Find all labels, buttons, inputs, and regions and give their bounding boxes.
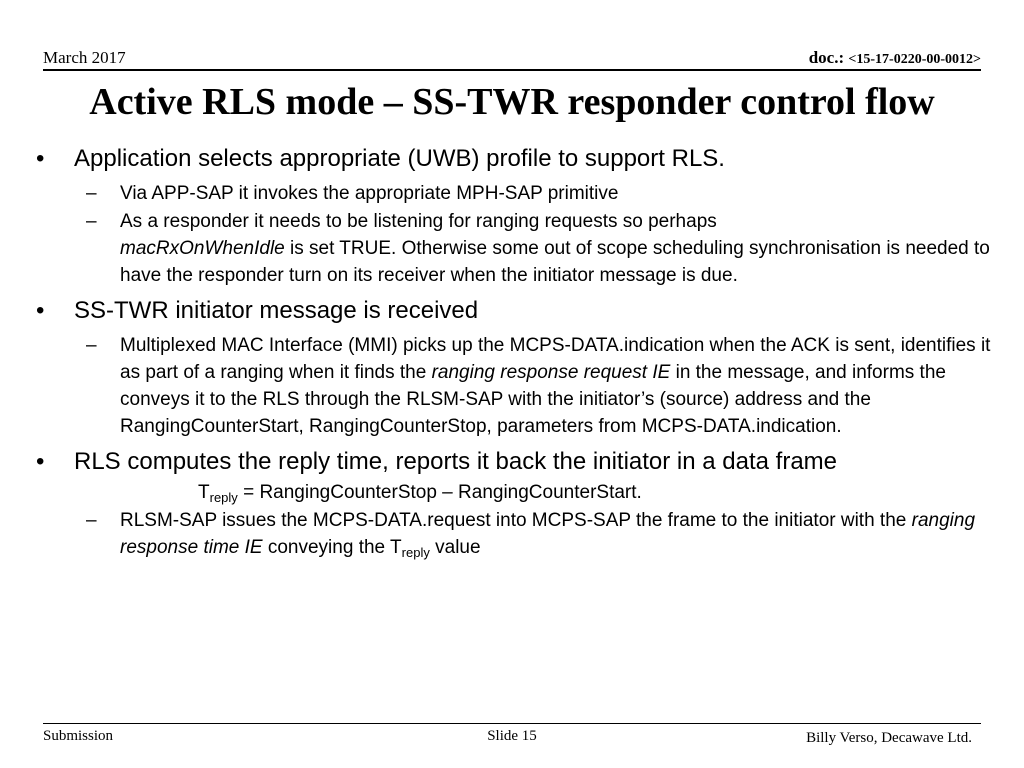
italic-term: macRxOnWhenIdle <box>120 238 285 259</box>
footer-divider <box>43 723 981 724</box>
slide-body <box>36 144 1004 562</box>
dash-marker: – <box>86 335 97 356</box>
bullet-item <box>36 447 1004 477</box>
footer-author: Billy Verso, Decawave Ltd. <box>806 730 972 746</box>
italic-term: ranging response request IE <box>431 362 671 383</box>
sub-bullet-text: in the message, and informs the conveys it to the RLS through the RLSM-SAP with the initiator’s (source) address and the RangingCounterStart, RangingCounterStop, parameters from MCPS-DATA.indication. <box>120 362 946 437</box>
formula-text: = RangingCounterStop – RangingCounterStart. <box>237 482 642 503</box>
bullet-item <box>36 296 1004 326</box>
dash-marker: – <box>86 211 97 232</box>
formula-subscript: reply <box>209 490 238 505</box>
footer-submission: Submission <box>43 728 114 744</box>
bullet-text: Application selects appropriate (UWB) profile to support RLS. <box>74 145 725 172</box>
sub-bullet-item <box>36 208 1004 289</box>
sub-bullet-item <box>36 180 1004 207</box>
footer-slide-number: Slide 15 <box>487 728 537 744</box>
bullet-item <box>36 144 1004 174</box>
bullet-marker: • <box>36 297 45 324</box>
sub-bullet-item <box>36 507 1004 561</box>
bullet-text: SS-TWR initiator message is received <box>74 297 479 324</box>
bullet-marker: • <box>36 448 45 475</box>
bullet-text: RLS computes the reply time, reports it back the initiator in a data frame <box>74 448 838 475</box>
sub-bullet-text: value <box>429 537 481 558</box>
formula-symbol: T <box>198 482 210 503</box>
formula-line <box>36 479 1004 507</box>
dash-marker: – <box>86 183 97 204</box>
sub-bullet-text: Via APP-SAP it invokes the appropriate MPH-SAP primitive <box>120 183 619 204</box>
sub-bullet-text: is set TRUE. Otherwise some out of scope scheduling synchronisation is needed to have the responder turn on its receiver when the initiator message is due. <box>120 238 990 286</box>
sub-bullet-text: conveying the T <box>262 537 402 558</box>
reply-subscript: reply <box>401 545 430 560</box>
doc-label: doc.: <box>808 48 849 67</box>
header-date: March 2017 <box>43 48 126 67</box>
doc-number: <15-17-0220-00-0012> <box>848 52 981 67</box>
header-divider <box>43 69 981 71</box>
sub-bullet-text: As a responder it needs to be listening for ranging requests so perhaps <box>120 211 717 232</box>
italic-term: ranging response time IE <box>120 510 976 558</box>
sub-bullet-item <box>36 332 1004 440</box>
sub-bullet-text: Multiplexed MAC Interface (MMI) picks up the MCPS-DATA.indication when the ACK is sent, identifies it as part of a ranging when it finds the <box>120 335 991 383</box>
sub-bullet-text: RLSM-SAP issues the MCPS-DATA.request into MCPS-SAP the frame to the initiator with the <box>120 510 912 531</box>
slide-title: Active RLS mode – SS-TWR responder control flow <box>89 81 935 123</box>
bullet-marker: • <box>36 145 45 172</box>
dash-marker: – <box>86 510 97 531</box>
header-doc-id <box>809 48 981 68</box>
